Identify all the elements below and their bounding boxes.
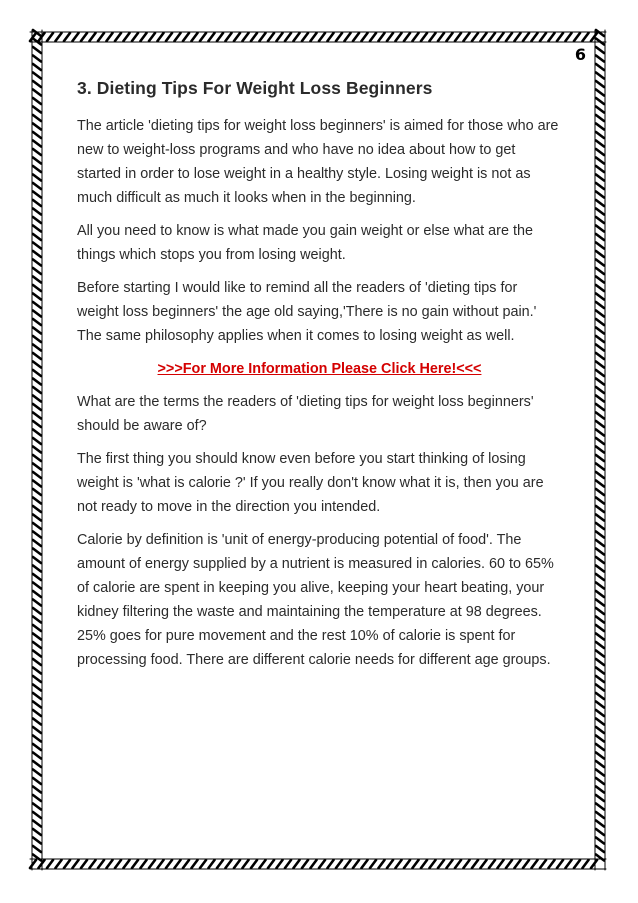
- border-bottom: [30, 859, 606, 869]
- border-top: [30, 32, 606, 42]
- article-heading: 3. Dieting Tips For Weight Loss Beginners: [77, 78, 433, 98]
- more-info-line: [77, 357, 562, 381]
- more-info-link[interactable]: >>>For More Information Please Click Here!<<<: [157, 361, 482, 377]
- paragraph-calorie-definition: Calorie by definition is 'unit of energy-producing potential of food'. The amount of energy supplied by a nutrient is measured in calories. 60 to 65% of calorie are spent in keeping you alive, keeping your heart beating, your kidney filtering the waste and maintaining the temperature at 98 degrees. 25% goes for pure movement and the rest 10% of calorie is spent for processing food. There are different calorie needs for different age groups.: [77, 532, 554, 668]
- border-left: [32, 30, 42, 870]
- paragraph-terms: What are the terms the readers of 'dieting tips for weight loss beginners' should be aware of?: [77, 394, 534, 434]
- page-number: 6: [574, 45, 586, 64]
- paragraph-no-gain-without-pain: Before starting I would like to remind all the readers of 'dieting tips for weight loss beginners' the age old saying,'There is no gain without pain.' The same philosophy applies when it comes to losing weight as well.: [77, 280, 537, 344]
- paragraph-what-is-calorie: The first thing you should know even before you start thinking of losing weight is 'what is calorie ?' If you really don't know what it is, then you are not ready to move in the direction you intended.: [77, 451, 544, 515]
- border-right: [595, 30, 605, 870]
- article-body: [77, 78, 562, 681]
- paragraph-intro: The article 'dieting tips for weight loss beginners' is aimed for those who are new to weight-loss programs and who have no idea about how to get started in order to lose weight in a healthy style. Losing weight is not as much difficult as much it looks when in the beginning.: [77, 118, 559, 206]
- paragraph-gain-weight: All you need to know is what made you gain weight or else what are the things which stops you from losing weight.: [77, 223, 533, 263]
